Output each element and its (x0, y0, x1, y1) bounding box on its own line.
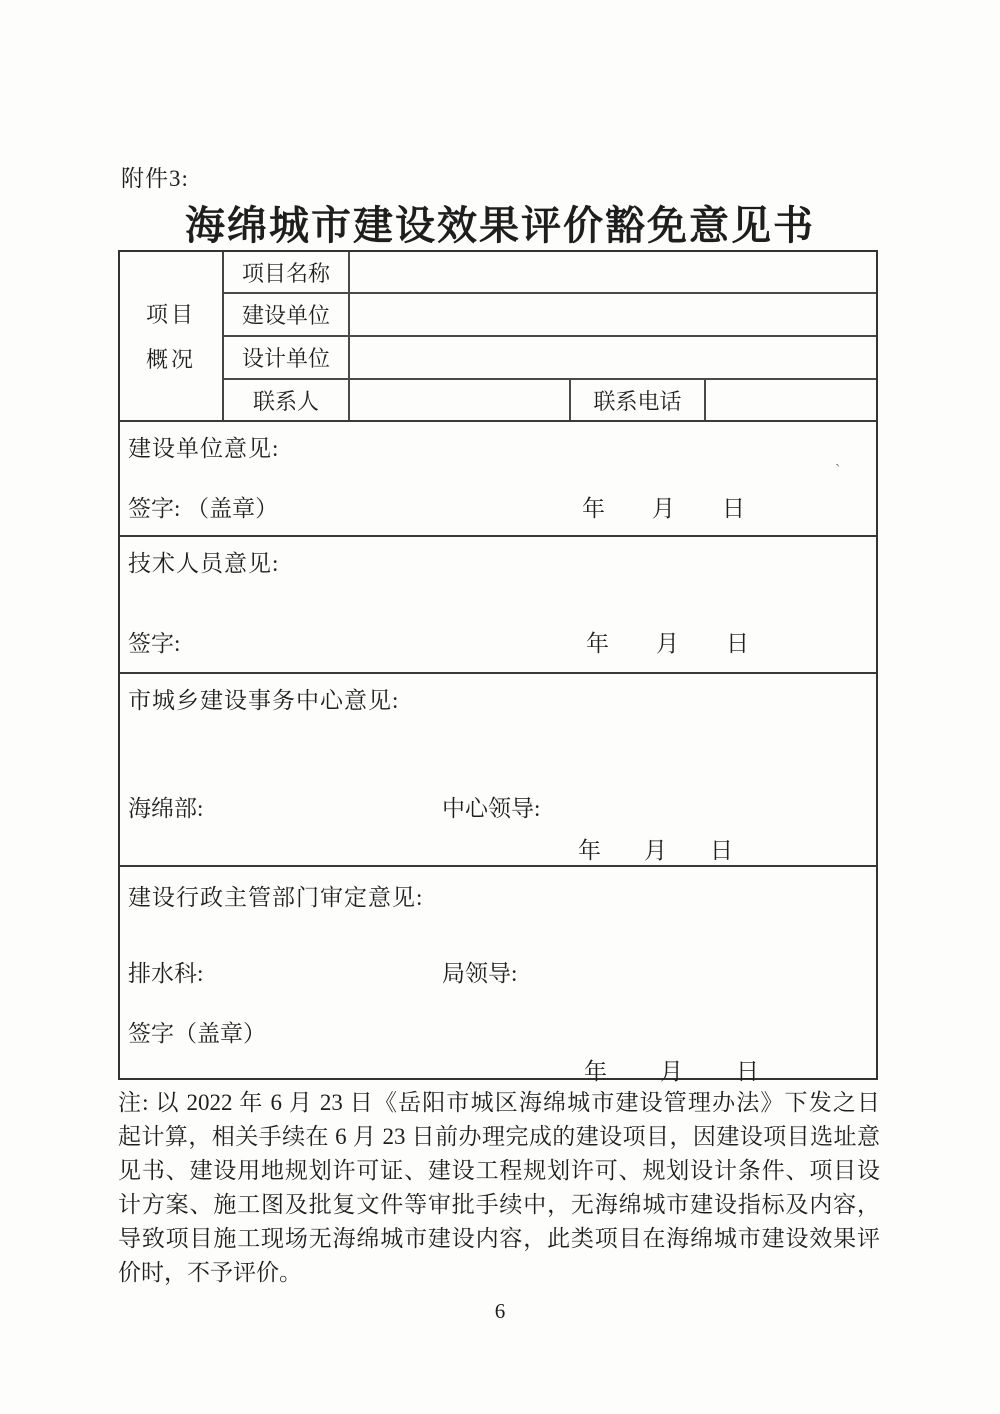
year-label: 年 (584, 1059, 608, 1084)
footnote-line: 计方案、施工图及批复文件等审批手续中，无海绵城市建设指标及内容， (118, 1192, 880, 1217)
contact-phone-label: 联系电话 (571, 380, 706, 420)
technical-staff-opinion-title: 技术人员意见: (128, 551, 280, 576)
project-name-value-cell (350, 252, 876, 294)
construction-unit-sign-label: 签字: （盖章） (128, 496, 279, 521)
section-technical-staff-opinion (120, 535, 876, 672)
year-label: 年 (582, 496, 606, 521)
footnote-line: 价时，不予评价。 (118, 1260, 302, 1285)
construction-unit-opinion-title: 建设单位意见: (128, 436, 280, 461)
design-unit-label: 设计单位 (224, 337, 350, 380)
footnote-line: 见书、建设用地规划许可证、建设工程规划许可、规划设计条件、项目设 (118, 1158, 880, 1183)
footnote-line: 注: 以 2022 年 6 月 23 日《岳阳市城区海绵城市建设管理办法》下发之日 (118, 1090, 880, 1115)
contact-person-value-cell (350, 380, 571, 420)
footnote-line: 起计算，相关手续在 6 月 23 日前办理完成的建设项目，因建设项目选址意 (118, 1124, 880, 1149)
sponge-dept-label: 海绵部: (128, 796, 204, 821)
contact-person-label: 联系人 (224, 380, 350, 420)
construction-unit-date-line (582, 490, 746, 523)
month-label: 月 (652, 496, 676, 521)
construction-authority-opinion-title: 建设行政主管部门审定意见: (128, 885, 424, 910)
section-construction-unit-opinion (120, 420, 876, 535)
form-table (118, 250, 878, 1084)
technical-staff-date-line (586, 625, 750, 658)
drainage-dept-label: 排水科: (128, 961, 204, 986)
year-label: 年 (578, 838, 602, 863)
construction-unit-label: 建设单位 (224, 294, 350, 337)
day-label: 日 (736, 1059, 760, 1084)
month-label: 月 (660, 1059, 684, 1084)
month-label: 月 (644, 838, 668, 863)
page-title: 海绵城市建设效果评价豁免意见书 (185, 203, 815, 248)
footnote-line: 导致项目施工现场无海绵城市建设内容，此类项目在海绵城市建设效果评 (118, 1226, 880, 1251)
footnote (118, 1086, 880, 1290)
day-label: 日 (722, 496, 746, 521)
scan-artifact-mark: ` (835, 462, 841, 479)
day-label: 日 (726, 631, 750, 656)
project-name-label: 项目名称 (224, 252, 350, 294)
project-overview-header-line1: 项目 (145, 302, 196, 327)
year-label: 年 (586, 631, 610, 656)
day-label: 日 (710, 838, 734, 863)
page-number: 6 (494, 1299, 506, 1323)
project-overview-header (120, 252, 224, 420)
technical-staff-sign-label: 签字: (128, 631, 181, 656)
project-overview-grid (120, 252, 876, 420)
section-construction-authority-opinion (120, 865, 876, 1084)
bureau-leader-label: 局领导: (442, 961, 518, 986)
construction-authority-date-line (584, 1053, 760, 1086)
project-overview-header-line2: 概况 (145, 347, 196, 372)
design-unit-value-cell (350, 337, 876, 380)
construction-authority-sign-label: 签字（盖章） (128, 1021, 266, 1046)
month-label: 月 (656, 631, 680, 656)
attachment-label: 附件3: (121, 166, 189, 191)
urban-rural-center-opinion-title: 市城乡建设事务中心意见: (128, 688, 400, 713)
contact-phone-value-cell (706, 380, 876, 420)
center-leader-label: 中心领导: (442, 796, 541, 821)
contact-row (350, 380, 876, 420)
urban-rural-center-date-line (578, 832, 734, 865)
section-urban-rural-center-opinion (120, 672, 876, 865)
construction-unit-value-cell (350, 294, 876, 337)
